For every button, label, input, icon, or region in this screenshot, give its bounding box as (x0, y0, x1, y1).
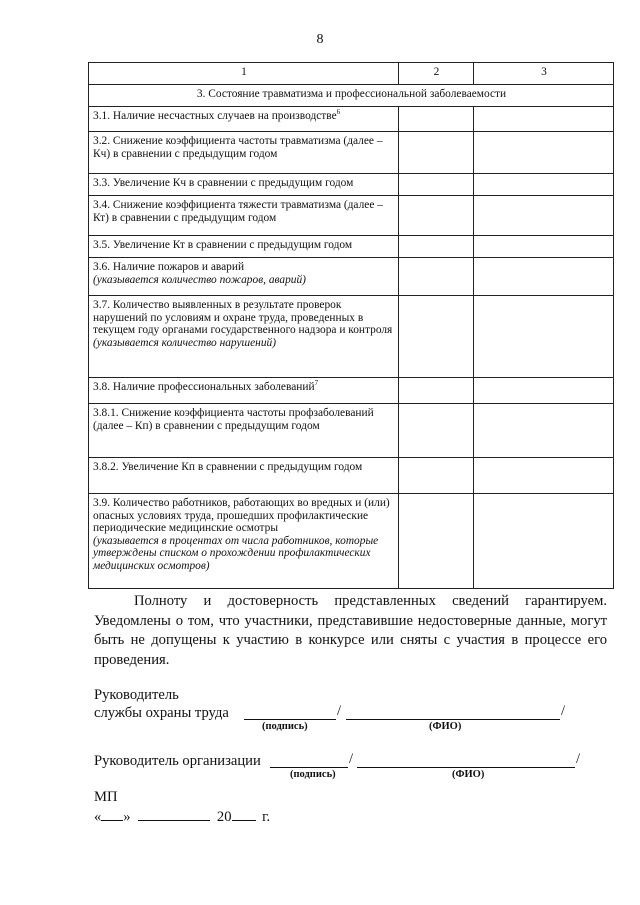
table-row (89, 196, 614, 236)
footnote-ref: 7 (314, 379, 319, 387)
indicator-cell (89, 458, 399, 494)
safety-head-slash: / (337, 703, 342, 719)
table-row (89, 107, 614, 132)
column-header-1: 1 (89, 63, 399, 85)
org-head-signature-line[interactable] (270, 767, 348, 768)
indicator-text: 3.6. Наличие пожаров и аварий (93, 261, 245, 273)
value-cell-col3[interactable] (474, 458, 614, 494)
guarantee-statement: Полноту и достоверность представленных сведений гарантируем. Уведомлены о том, что участники, представившие недостоверные данные, могут быть не допущены к участию в конкурсе или сняты с участия в процессе его проведения. (94, 593, 607, 668)
indicator-cell (89, 296, 399, 378)
value-cell-col3[interactable] (474, 174, 614, 196)
safety-head-slash-end: / (561, 703, 566, 719)
value-cell-col2[interactable] (399, 132, 474, 174)
safety-head-name-line[interactable] (346, 719, 560, 720)
table-row (89, 494, 614, 589)
indicator-cell (89, 132, 399, 174)
org-head-signature-caption: (подпись) (290, 769, 336, 780)
indicators-table (88, 62, 614, 589)
page-number: 8 (316, 32, 324, 47)
value-cell-col2[interactable] (399, 196, 474, 236)
indicator-text: 3.8. Наличие профессиональных заболеваний (93, 381, 315, 393)
column-header-3: 3 (474, 63, 614, 85)
org-head-name-line[interactable] (357, 767, 575, 768)
org-head-title: Руководитель организации (94, 753, 261, 769)
date-day-blank[interactable] (101, 808, 123, 821)
indicator-hint: (указывается в процентах от числа работников, которые утверждены списком о прохождении профилактических медицинских осмотров) (93, 534, 379, 572)
table-row (89, 258, 614, 296)
safety-head-title-line1: Руководитель (94, 687, 179, 703)
table-header-row (89, 63, 614, 85)
indicator-cell (89, 494, 399, 589)
indicator-text: 3.4. Снижение коэффициента тяжести травматизма (далее – Кт) в сравнении с предыдущим годом (93, 199, 383, 224)
value-cell-col3[interactable] (474, 258, 614, 296)
date-year-prefix: 20 (216, 809, 232, 825)
value-cell-col3[interactable] (474, 196, 614, 236)
value-cell-col3[interactable] (474, 236, 614, 258)
indicator-text: 3.8.1. Снижение коэффициента частоты профзаболеваний (далее – Кп) в сравнении с предыдущим годом (93, 407, 374, 432)
indicator-text: 3.2. Снижение коэффициента частоты травматизма (далее – Кч) в сравнении с предыдущим годом (93, 135, 383, 160)
date-year-blank[interactable] (232, 808, 256, 821)
value-cell-col3[interactable] (474, 494, 614, 589)
value-cell-col3[interactable] (474, 132, 614, 174)
value-cell-col2[interactable] (399, 236, 474, 258)
indicator-text: 3.5. Увеличение Кт в сравнении с предыдущим годом (93, 239, 353, 251)
date-month-blank[interactable] (138, 808, 210, 821)
org-head-slash-end: / (576, 751, 581, 767)
stamp-label: МП (94, 789, 118, 805)
column-header-2: 2 (399, 63, 474, 85)
section-title: 3. Состояние травматизма и профессиональной заболеваемости (89, 85, 614, 107)
indicator-cell (89, 107, 399, 132)
footnote-ref: 6 (336, 108, 341, 116)
indicator-text: 3.8.2. Увеличение Кп в сравнении с предыдущим годом (93, 461, 363, 473)
table-row (89, 378, 614, 404)
date-field (94, 808, 270, 826)
value-cell-col3[interactable] (474, 107, 614, 132)
date-open-quote: « (94, 809, 102, 825)
indicator-text: 3.7. Количество выявленных в результате проверок нарушений по условиям и охране труда, проведенных в текущем году органами государственного надзора и контроля (93, 299, 393, 336)
indicator-text: 3.3. Увеличение Кч в сравнении с предыдущим годом (93, 177, 354, 189)
indicator-cell (89, 258, 399, 296)
value-cell-col2[interactable] (399, 494, 474, 589)
date-close-quote: » (123, 809, 131, 825)
indicator-text: 3.1. Наличие несчастных случаев на производстве (93, 110, 337, 122)
date-year-suffix: г. (262, 809, 271, 825)
safety-head-title-line2: службы охраны труда (94, 705, 229, 721)
safety-head-signature-line[interactable] (244, 719, 336, 720)
safety-head-name-caption: (ФИО) (429, 721, 462, 732)
table-row (89, 174, 614, 196)
value-cell-col2[interactable] (399, 174, 474, 196)
indicator-hint: (указывается количество нарушений) (93, 336, 276, 349)
indicator-cell (89, 174, 399, 196)
value-cell-col3[interactable] (474, 404, 614, 458)
indicator-hint: (указывается количество пожаров, аварий) (93, 273, 306, 286)
org-head-slash: / (349, 751, 354, 767)
table-row (89, 236, 614, 258)
indicator-cell (89, 236, 399, 258)
indicator-text: 3.9. Количество работников, работающих во вредных и (или) опасных условиях труда, прошедших профилактические периодические медицинские осмотры (93, 497, 390, 534)
section-title-row (89, 85, 614, 107)
value-cell-col3[interactable] (474, 378, 614, 404)
indicator-cell (89, 378, 399, 404)
indicator-cell (89, 404, 399, 458)
value-cell-col3[interactable] (474, 296, 614, 378)
value-cell-col2[interactable] (399, 404, 474, 458)
value-cell-col2[interactable] (399, 107, 474, 132)
org-head-name-caption: (ФИО) (452, 769, 485, 780)
indicator-cell (89, 196, 399, 236)
table-row (89, 132, 614, 174)
safety-head-signature-caption: (подпись) (262, 721, 308, 732)
value-cell-col2[interactable] (399, 378, 474, 404)
value-cell-col2[interactable] (399, 258, 474, 296)
table-row (89, 458, 614, 494)
table-row (89, 404, 614, 458)
table-row (89, 296, 614, 378)
value-cell-col2[interactable] (399, 296, 474, 378)
value-cell-col2[interactable] (399, 458, 474, 494)
